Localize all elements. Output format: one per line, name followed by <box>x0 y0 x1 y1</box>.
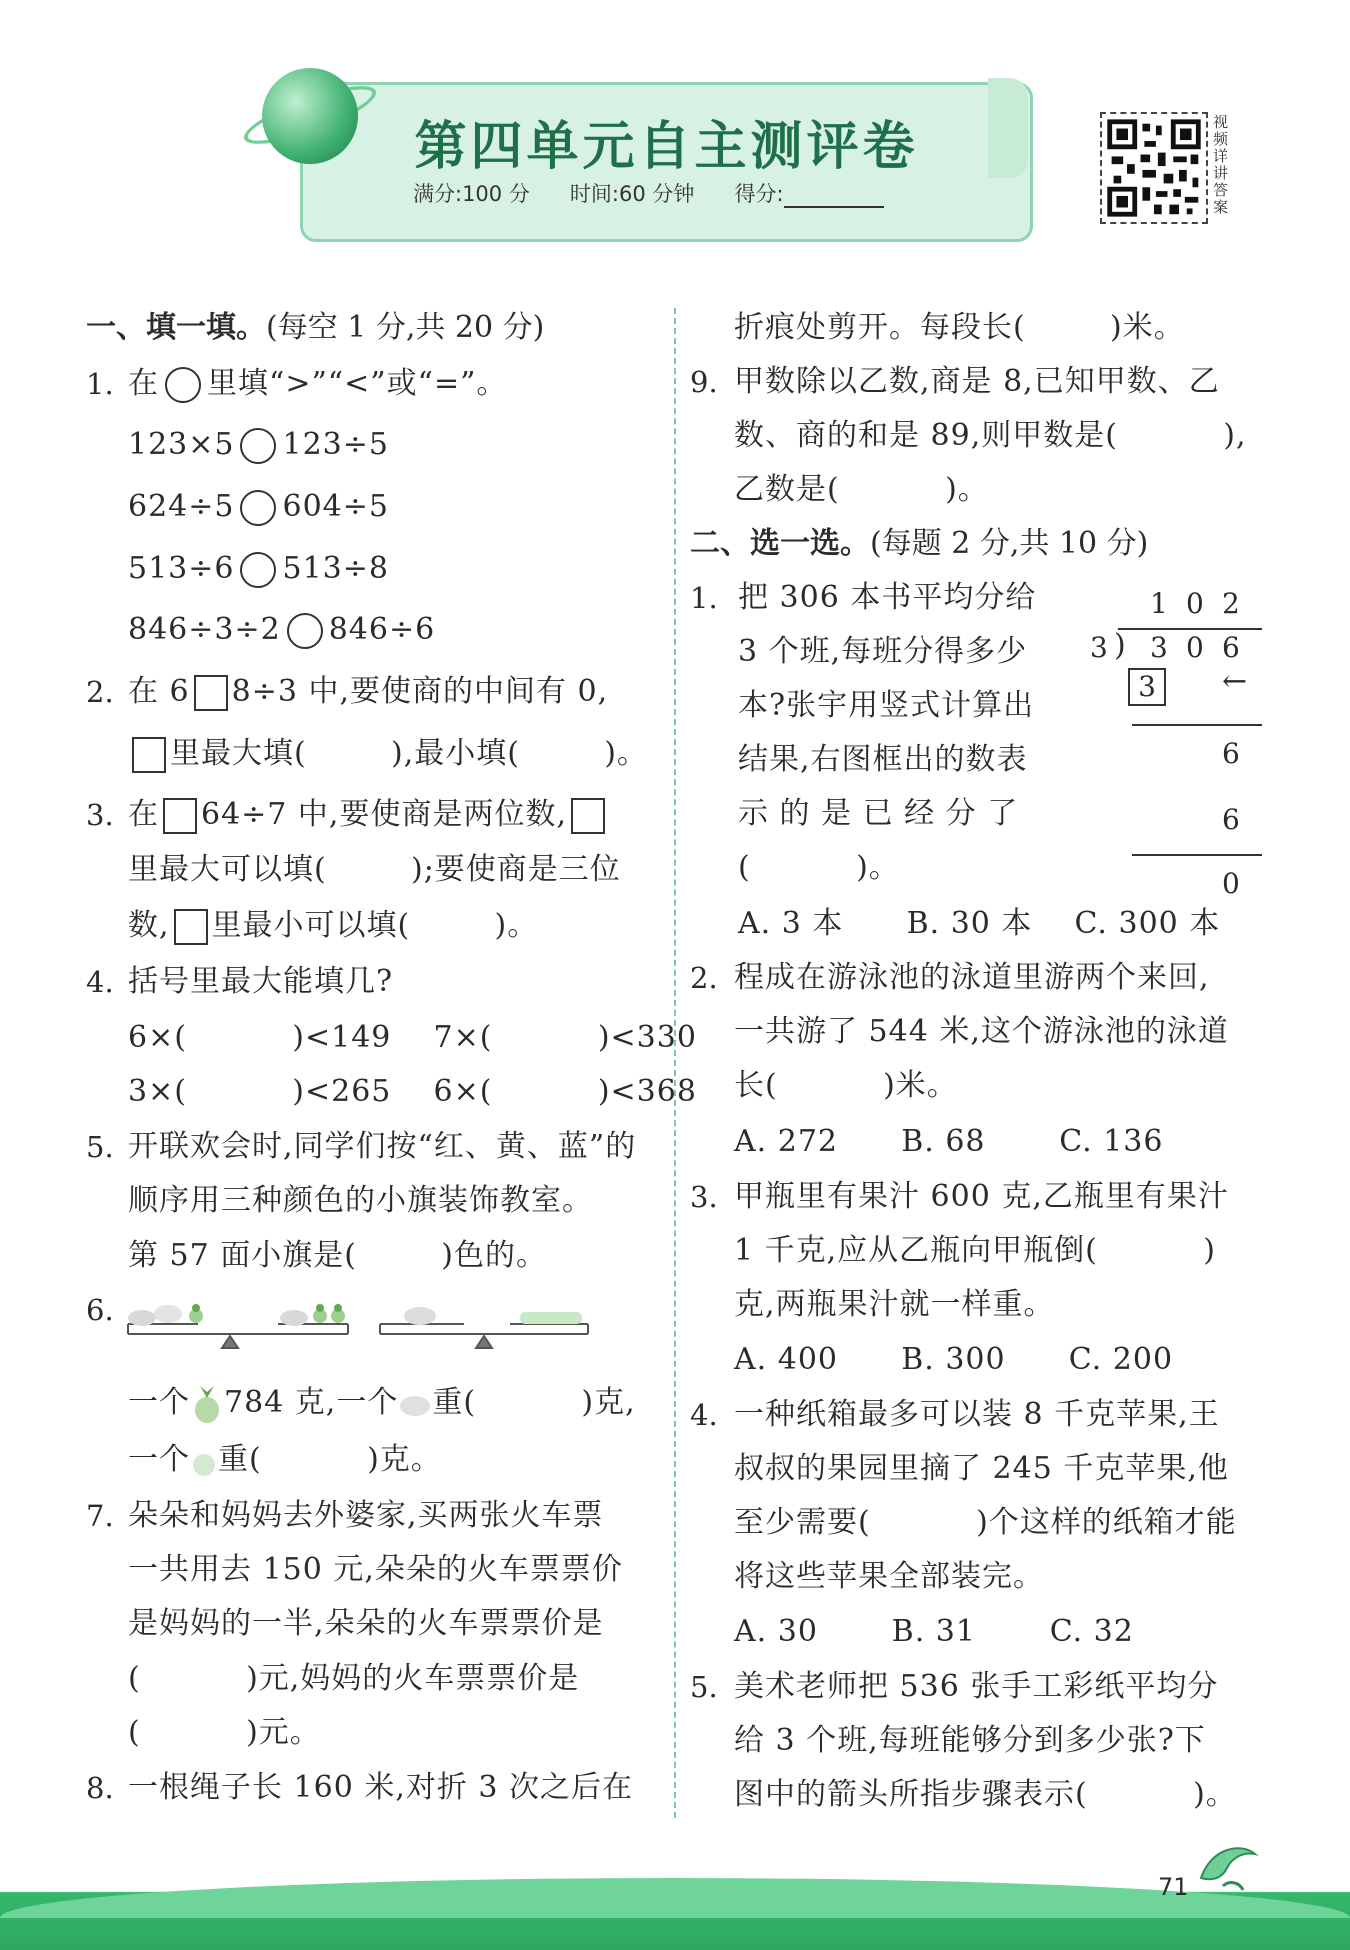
quotient-digit-1: 1 <box>1150 587 1168 620</box>
section-fill-in-note: (每空 1 分,共 20 分) <box>266 310 545 345</box>
q2-line-2 <box>128 734 648 774</box>
column-divider <box>674 308 676 1818</box>
compare-circle-4[interactable] <box>287 613 323 649</box>
q5-number: 5. <box>86 1130 114 1164</box>
q2-line-1 <box>128 672 608 712</box>
q2-digit-box-ref <box>132 737 166 773</box>
compare-circle-2[interactable] <box>240 490 276 526</box>
page-title: 第四单元自主测评卷 <box>414 117 919 177</box>
balance-scales-illustration <box>124 1290 594 1360</box>
c1-line-3: 本?张宇用竖式计算出 <box>738 688 1035 723</box>
section-choose-note: (每题 2 分,共 10 分) <box>870 526 1149 561</box>
c4-options[interactable]: A. 30 B. 31 C. 32 <box>734 1614 1134 1649</box>
q6-line-1 <box>128 1383 636 1424</box>
q3-text-a: 在 <box>128 797 159 832</box>
q3-line-1 <box>128 795 609 835</box>
dividend-digit-2: 0 <box>1186 631 1204 664</box>
division-bracket: ) <box>1114 628 1126 663</box>
compare-circle-3[interactable] <box>240 552 276 588</box>
q6-line-2 <box>128 1440 442 1481</box>
q1-text-b: 里填“>”“<”或“=”。 <box>207 366 508 401</box>
compare-circle-1[interactable] <box>240 428 276 464</box>
c1-options[interactable]: A. 3 本 B. 30 本 C. 300 本 <box>738 906 1221 941</box>
q7-line-1: 朵朵和妈妈去外婆家,买两张火车票 <box>128 1498 604 1533</box>
qr-label: 视频详讲答案 <box>1213 113 1229 216</box>
dividend-digit-3: 6 <box>1222 631 1240 664</box>
q5-line-2: 顺序用三种颜色的小旗装饰教室。 <box>128 1183 593 1218</box>
q9-line-1: 甲数除以乙数,商是 8,已知甲数、乙 <box>734 364 1220 399</box>
c3-number: 3. <box>690 1180 718 1214</box>
time-limit: 时间:60 分钟 <box>569 182 695 206</box>
q9-line-2: 数、商的和是 89,则甲数是( ), <box>734 418 1247 453</box>
q1-row-4-right: 846÷6 <box>328 612 436 647</box>
section-fill-in-title: 一、填一填。 <box>86 310 266 345</box>
melon-icon <box>398 1384 432 1424</box>
divisor: 3 <box>1090 631 1108 664</box>
q1-row-3-right: 513÷8 <box>282 551 389 586</box>
c2-number: 2. <box>690 961 718 995</box>
c3-options[interactable]: A. 400 B. 300 C. 200 <box>734 1342 1174 1377</box>
c4-line-2: 叔叔的果园里摘了 245 千克苹果,他 <box>734 1451 1229 1486</box>
q6-text-b2: 重( )克。 <box>218 1442 442 1477</box>
c4-line-1: 一种纸箱最多可以装 8 千克苹果,王 <box>734 1397 1220 1432</box>
division-remainder: 0 <box>1222 867 1240 900</box>
q1-prompt <box>128 364 507 404</box>
c2-line-1: 程成在游泳池的泳道里游两个来回, <box>734 960 1210 995</box>
section-choose-title: 二、选一选。 <box>690 526 870 561</box>
q1-row-2 <box>128 487 389 527</box>
balance-scale-1 <box>128 1324 348 1348</box>
q4-line-2: 6×( )<149 7×( )<330 <box>128 1020 697 1055</box>
q2-text-c: 里最大填( ),最小填( )。 <box>170 736 648 771</box>
q3-number: 3. <box>86 798 114 832</box>
q1-row-1 <box>128 425 389 465</box>
q3-line-2: 里最大可以填( );要使商是三位 <box>128 852 621 887</box>
c5-line-1: 美术老师把 536 张手工彩纸平均分 <box>734 1669 1219 1704</box>
full-score: 满分:100 分 <box>413 182 530 206</box>
pineapple-icon <box>190 1384 224 1424</box>
q4-line-3: 3×( )<265 6×( )<368 <box>128 1074 697 1109</box>
q5-line-1: 开联欢会时,同学们按“红、黄、蓝”的 <box>128 1129 637 1164</box>
balance-scale-2 <box>380 1324 588 1348</box>
c5-number: 5. <box>690 1670 718 1704</box>
division-line-2 <box>1132 854 1262 856</box>
arrow-icon: ← <box>1222 664 1248 699</box>
q1-row-1-right: 123÷5 <box>282 427 389 462</box>
q8-line-1: 一根绳子长 160 米,对折 3 次之后在 <box>128 1770 634 1805</box>
quotient-digit-2: 0 <box>1186 587 1204 620</box>
q6-text-a3: 重( )克, <box>432 1385 636 1420</box>
q2-digit-box[interactable] <box>194 675 228 711</box>
c4-number: 4. <box>690 1398 718 1432</box>
c3-line-3: 克,两瓶果汁就一样重。 <box>734 1287 1055 1322</box>
fruit-icons <box>128 1304 582 1326</box>
dolphin-icon <box>1193 1838 1263 1894</box>
c2-line-3: 长( )米。 <box>734 1068 958 1103</box>
c3-line-2: 1 千克,应从乙瓶向甲瓶倒( ) <box>734 1233 1216 1268</box>
q4-number: 4. <box>86 965 114 999</box>
q1-row-4-left: 846÷3÷2 <box>128 612 281 647</box>
q1-row-2-left: 624÷5 <box>128 489 235 524</box>
q2-text-b: 8÷3 中,要使商的中间有 0, <box>231 674 609 709</box>
division-step-3: 6 <box>1222 803 1240 836</box>
q5-line-3: 第 57 面小旗是( )色的。 <box>128 1238 547 1273</box>
c3-line-1: 甲瓶里有果汁 600 克,乙瓶里有果汁 <box>734 1179 1229 1214</box>
q7-line-2: 一共用去 150 元,朵朵的火车票票价 <box>128 1552 623 1587</box>
q7-number: 7. <box>86 1499 114 1533</box>
c5-line-2: 给 3 个班,每班能够分到多少张?下 <box>734 1723 1206 1758</box>
division-step-2: 6 <box>1222 737 1240 770</box>
q1-prompt-circle <box>165 367 201 403</box>
q6-text-a1: 一个 <box>128 1385 190 1420</box>
q8-number: 8. <box>86 1771 114 1805</box>
q6-text-b1: 一个 <box>128 1442 190 1477</box>
c1-line-4: 结果,右图框出的数表 <box>738 742 1028 777</box>
c1-number: 1. <box>690 581 718 615</box>
q1-row-3 <box>128 549 389 589</box>
quotient-digit-3: 2 <box>1222 587 1240 620</box>
q3-line-3 <box>128 906 538 946</box>
q1-text-a: 在 <box>128 366 159 401</box>
q7-line-4: ( )元,妈妈的火车票票价是 <box>128 1661 580 1696</box>
division-line-1 <box>1132 724 1262 726</box>
c1-line-5: 示 的 是 已 经 分 了 <box>738 796 1019 831</box>
long-division-diagram <box>1082 586 1262 906</box>
page-number: 71 <box>1158 1873 1189 1901</box>
q7-line-3: 是妈妈的一半,朵朵的火车票票价是 <box>128 1606 604 1641</box>
q8-line-2: 折痕处剪开。每段长( )米。 <box>734 310 1185 345</box>
boxed-step: 3 <box>1128 668 1166 706</box>
q3-text-b: 64÷7 中,要使商是两位数, <box>201 797 568 832</box>
q2-text-a: 在 6 <box>128 674 190 709</box>
q9-number: 9. <box>690 365 718 399</box>
division-bar <box>1118 628 1262 630</box>
score-info <box>413 178 884 208</box>
qr-code-icon[interactable] <box>1100 112 1208 224</box>
q4-line-1: 括号里最大能填几? <box>128 964 394 999</box>
q3-text-e: 里最小可以填( )。 <box>211 908 539 943</box>
q3-digit-box[interactable] <box>163 798 197 834</box>
c4-line-3: 至少需要( )个这样的纸箱才能 <box>734 1505 1237 1540</box>
c4-line-4: 将这些苹果全部装完。 <box>734 1559 1044 1594</box>
q9-line-3: 乙数是( )。 <box>734 472 989 507</box>
q1-number: 1. <box>86 367 114 401</box>
q3-digit-box-ref-2 <box>174 909 208 945</box>
q6-text-a2: 784 克,一个 <box>224 1385 399 1420</box>
c2-options[interactable]: A. 272 B. 68 C. 136 <box>734 1124 1164 1159</box>
q1-row-4 <box>128 610 435 650</box>
q3-digit-box-ref-1 <box>571 798 605 834</box>
q6-number: 6. <box>86 1293 114 1327</box>
c2-line-2: 一共游了 544 米,这个游泳池的泳道 <box>734 1014 1229 1049</box>
q2-number: 2. <box>86 675 114 709</box>
q1-row-1-left: 123×5 <box>128 427 235 462</box>
score-label: 得分: <box>734 182 784 206</box>
section-fill-in-heading <box>86 308 544 348</box>
q1-row-3-left: 513÷6 <box>128 551 235 586</box>
section-choose-heading <box>690 524 1148 564</box>
q3-text-d: 数, <box>128 908 170 943</box>
dividend-digit-1: 3 <box>1150 631 1168 664</box>
q7-line-5: ( )元。 <box>128 1715 321 1750</box>
q1-row-2-right: 604÷5 <box>282 489 389 524</box>
score-blank[interactable] <box>784 184 884 208</box>
c5-line-3: 图中的箭头所指步骤表示( )。 <box>734 1777 1237 1812</box>
c1-line-1: 把 306 本书平均分给 <box>738 580 1037 615</box>
c1-line-2: 3 个班,每班分得多少 <box>738 634 1028 669</box>
c1-line-6: ( )。 <box>738 850 900 885</box>
apple-icon <box>190 1441 218 1481</box>
